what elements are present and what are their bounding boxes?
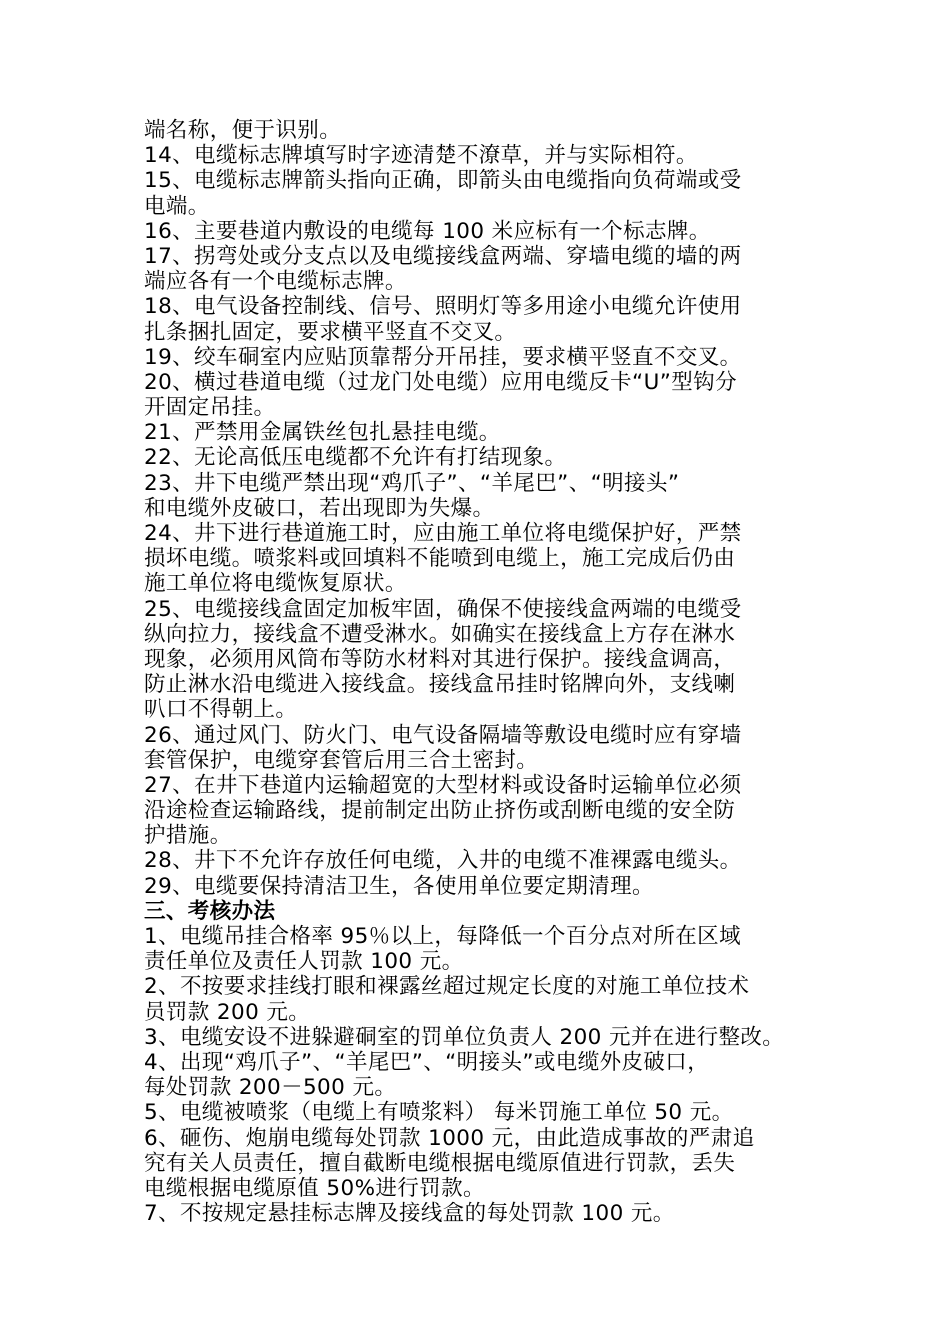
text-line: 沿途检查运输路线，提前制定出防止挤伤或刮断电缆的安全防 xyxy=(144,798,736,824)
text-line: 纵向拉力，接线盒不遭受淋水。如确实在接线盒上方存在淋水 xyxy=(144,621,736,647)
text-line: 端应各有一个电缆标志牌。 xyxy=(144,269,407,295)
text-line: 施工单位将电缆恢复原状。 xyxy=(144,571,407,597)
text-line: 25、电缆接线盒固定加板牢固，确保不使接线盒两端的电缆受 xyxy=(144,596,742,622)
text-line: 究有关人员责任，擅自截断电缆根据电缆原值进行罚款，丢失 xyxy=(144,1150,736,1176)
text-line: 16、主要巷道内敷设的电缆每 100 米应标有一个标志牌。 xyxy=(144,218,711,244)
text-line: 套管保护，电缆穿套管后用三合土密封。 xyxy=(144,747,539,773)
text-line: 7、不按规定悬挂标志牌及接线盒的每处罚款 100 元。 xyxy=(144,1201,675,1227)
text-line: 开固定吊挂。 xyxy=(144,395,276,421)
text-line: 17、拐弯处或分支点以及电缆接线盒两端、穿墙电缆的墙的两 xyxy=(144,243,742,269)
text-line: 19、绞车硐室内应贴顶靠帮分开吊挂，要求横平竖直不交叉。 xyxy=(144,344,742,370)
text-line: 端名称，便于识别。 xyxy=(144,118,342,143)
text-line: 2、不按要求挂线打眼和裸露丝超过规定长度的对施工单位技术 xyxy=(144,974,750,1000)
text-line: 叭口不得朝上。 xyxy=(144,697,298,723)
text-line: 26、通过风门、防火门、电气设备隔墙等敷设电缆时应有穿墙 xyxy=(144,722,742,748)
text-line: 防止淋水沿电缆进入接线盒。接线盒吊挂时铭牌向外，支线喇 xyxy=(144,672,736,698)
text-line: 18、电气设备控制线、信号、照明灯等多用途小电缆允许使用 xyxy=(144,294,742,320)
text-line: 护措施。 xyxy=(144,823,232,849)
text-line: 责任单位及责任人罚款 100 元。 xyxy=(144,949,464,975)
document-body xyxy=(144,118,814,1226)
text-line: 3、电缆安设不进躲避硐室的罚单位负责人 200 元并在进行整改。 xyxy=(144,1024,785,1050)
text-line: 22、无论高低压电缆都不允许有打结现象。 xyxy=(144,445,567,471)
text-line: 20、横过巷道电缆（过龙门处电缆）应用电缆反卡“U”型钩分 xyxy=(144,369,737,395)
text-line: 1、电缆吊挂合格率 95％以上，每降低一个百分点对所在区域 xyxy=(144,924,741,949)
text-line: 5、电缆被喷浆（电缆上有喷浆料） 每米罚施工单位 50 元。 xyxy=(144,1100,734,1126)
text-line: 现象，必须用风筒布等防水材料对其进行保护。接线盒调高， xyxy=(144,646,736,672)
text-line: 29、电缆要保持清洁卫生，各使用单位要定期清理。 xyxy=(144,873,654,899)
text-line: 24、井下进行巷道施工时，应由施工单位将电缆保护好，严禁 xyxy=(144,521,742,546)
text-line: 员罚款 200 元。 xyxy=(144,999,311,1025)
text-line: 21、严禁用金属铁丝包扎悬挂电缆。 xyxy=(144,420,501,446)
text-line: 4、出现“鸡爪子”、“羊尾巴”、“明接头”或电缆外皮破口， xyxy=(144,1049,710,1075)
text-line: 电缆根据电缆原值 50%进行罚款。 xyxy=(144,1175,485,1201)
text-line: 和电缆外皮破口，若出现即为失爆。 xyxy=(144,495,495,521)
text-line: 15、电缆标志牌箭头指向正确，即箭头由电缆指向负荷端或受 xyxy=(144,168,742,194)
text-line: 电端。 xyxy=(144,193,210,219)
text-line: 损坏电缆。喷浆料或回填料不能喷到电缆上，施工完成后仍由 xyxy=(144,546,736,572)
text-line: 每处罚款 200－500 元。 xyxy=(144,1075,397,1101)
text-line: 28、井下不允许存放任何电缆，入井的电缆不准裸露电缆头。 xyxy=(144,848,742,874)
text-line: 27、在井下巷道内运输超宽的大型材料或设备时运输单位必须 xyxy=(144,772,742,798)
text-line: 23、井下电缆严禁出现“鸡爪子”、“羊尾巴”、“明接头” xyxy=(144,470,680,496)
text-line: 扎条捆扎固定，要求横平竖直不交叉。 xyxy=(144,319,517,345)
text-line: 6、砸伤、炮崩电缆每处罚款 1000 元，由此造成事故的严肃追 xyxy=(144,1125,755,1151)
section-heading: 三、考核办法 xyxy=(144,898,276,924)
text-line: 14、电缆标志牌填写时字迹清楚不潦草，并与实际相符。 xyxy=(144,143,698,169)
